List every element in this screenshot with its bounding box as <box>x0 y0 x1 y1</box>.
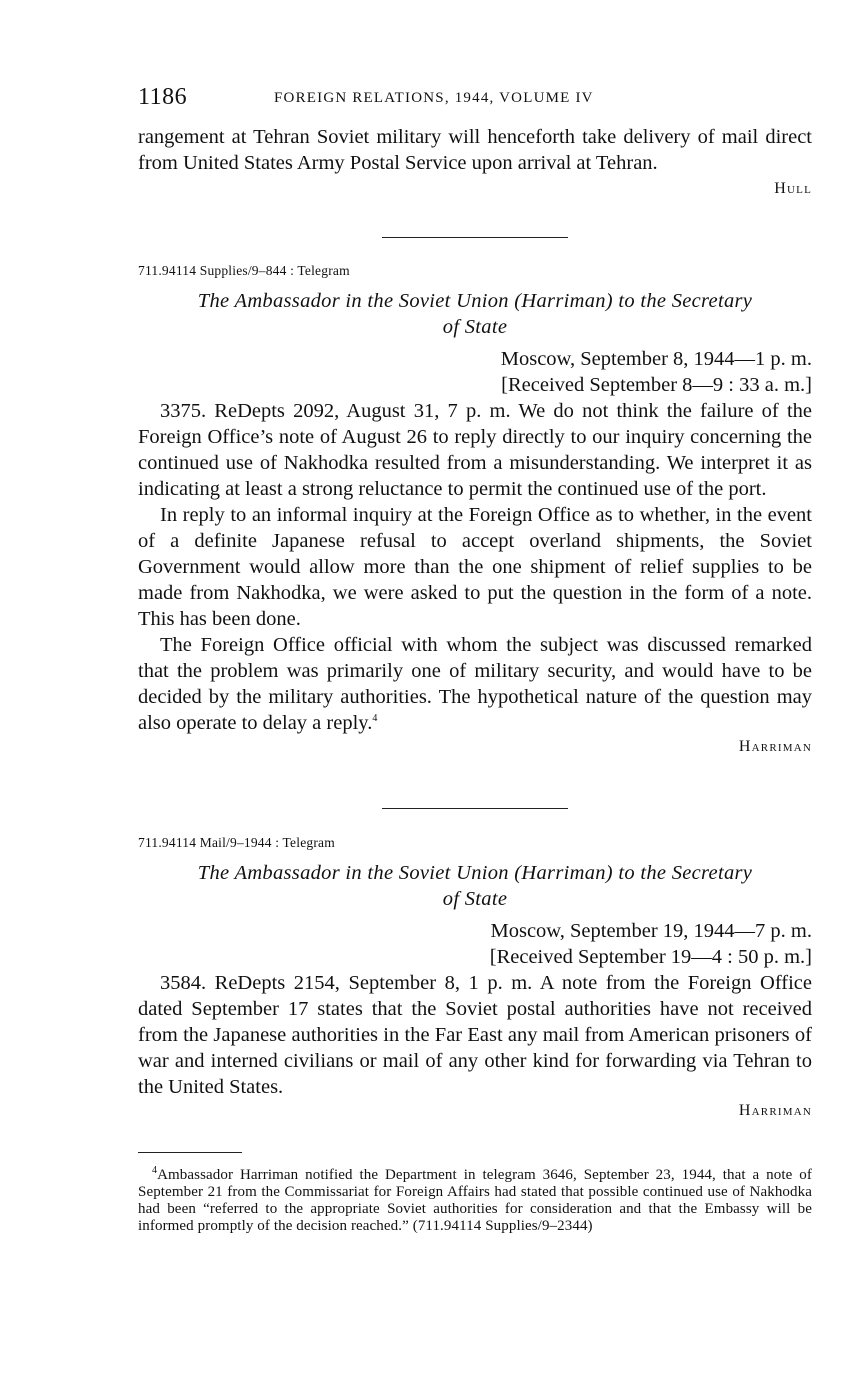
dateline <box>138 918 812 970</box>
dateline-received: [Received September 19—4 : 50 p. m.] <box>489 946 812 968</box>
footnote-rule <box>138 1152 242 1153</box>
running-head <box>138 84 812 114</box>
divider-2 <box>138 808 812 809</box>
document-title <box>138 860 812 912</box>
document-title <box>138 288 812 340</box>
dateline-sent: Moscow, September 19, 1944—7 p. m. <box>490 920 812 942</box>
signature-hull: Hull <box>774 180 812 197</box>
file-reference: 711.94114 Mail/9–1944 : Telegram <box>138 835 335 850</box>
continuation-block <box>138 124 812 200</box>
divider-1 <box>138 237 812 238</box>
continuation-paragraph: rangement at Tehran Soviet military will henceforth take delivery of mail direct from United States Army Postal Service upon arrival at Tehran. <box>138 126 812 174</box>
footnotes <box>138 1152 812 1235</box>
signature-harriman: Harriman <box>738 738 812 755</box>
paragraph <box>138 632 812 736</box>
dateline <box>138 346 812 398</box>
footnote-4 <box>138 1167 812 1235</box>
document-title-line2: of State <box>442 316 508 338</box>
document-title-line1: The Ambassador in the Soviet Union (Harriman) to the Secretary <box>197 862 753 884</box>
running-title: FOREIGN RELATIONS, 1944, VOLUME IV <box>274 90 594 106</box>
dateline-received: [Received September 8—9 : 33 a. m.] <box>501 374 812 396</box>
document-title-line2: of State <box>442 888 508 910</box>
paragraph: In reply to an informal inquiry at the Foreign Office as to whether, in the event of a definite Japanese refusal to accept overland shipments, the Soviet Government would allow more than the one shipment of relief supplies to be made from Nakhodka, we were asked to put the question in the form of a note. This has been done. <box>138 504 812 630</box>
footnote-reference: 4 <box>372 713 378 725</box>
file-reference: 711.94114 Supplies/9–844 : Telegram <box>138 263 350 278</box>
section-rule <box>382 237 568 238</box>
footnote-marker: 4 <box>152 1165 158 1176</box>
section-rule <box>382 808 568 809</box>
document-1 <box>138 262 812 758</box>
signature-harriman: Harriman <box>738 1102 812 1119</box>
page-number: 1186 <box>138 84 188 110</box>
dateline-sent: Moscow, September 8, 1944—1 p. m. <box>500 348 812 370</box>
paragraph: 3584. ReDepts 2154, September 8, 1 p. m. A note from the Foreign Office dated September 17 states that the Soviet postal authorities have not received from the Japanese authorities in the Far East any mail from American prisoners of war and interned civilians or mail of any other kind for forwarding via Tehran to the United States. <box>138 972 812 1098</box>
paragraph: 3375. ReDepts 2092, August 31, 7 p. m. We do not think the failure of the Foreign Office’s note of August 26 to reply directly to our inquiry concerning the continued use of Nakhodka resulted from a misunderstanding. We interpret it as indicating at least a strong reluctance to permit the continued use of the port. <box>138 400 812 500</box>
footnote-text: Ambassador Harriman notified the Department in telegram 3646, September 23, 1944, that a note of September 21 from the Commissariat for Foreign Affairs had stated that possible continued use of Nakhodka had been “referred to the appropriate Soviet authorities for consideration and that the Embassy will be informed promptly of the decision reached.” (711.94114 Supplies/9–2344) <box>138 1167 812 1234</box>
paragraph-text: The Foreign Office official with whom the subject was discussed remarked that the problem was primarily one of military security, and would have to be decided by the military authorities. The hypothetical nature of the question may also operate to delay a reply. <box>138 634 812 734</box>
document-title-line1: The Ambassador in the Soviet Union (Harriman) to the Secretary <box>197 290 753 312</box>
document-2 <box>138 834 812 1122</box>
